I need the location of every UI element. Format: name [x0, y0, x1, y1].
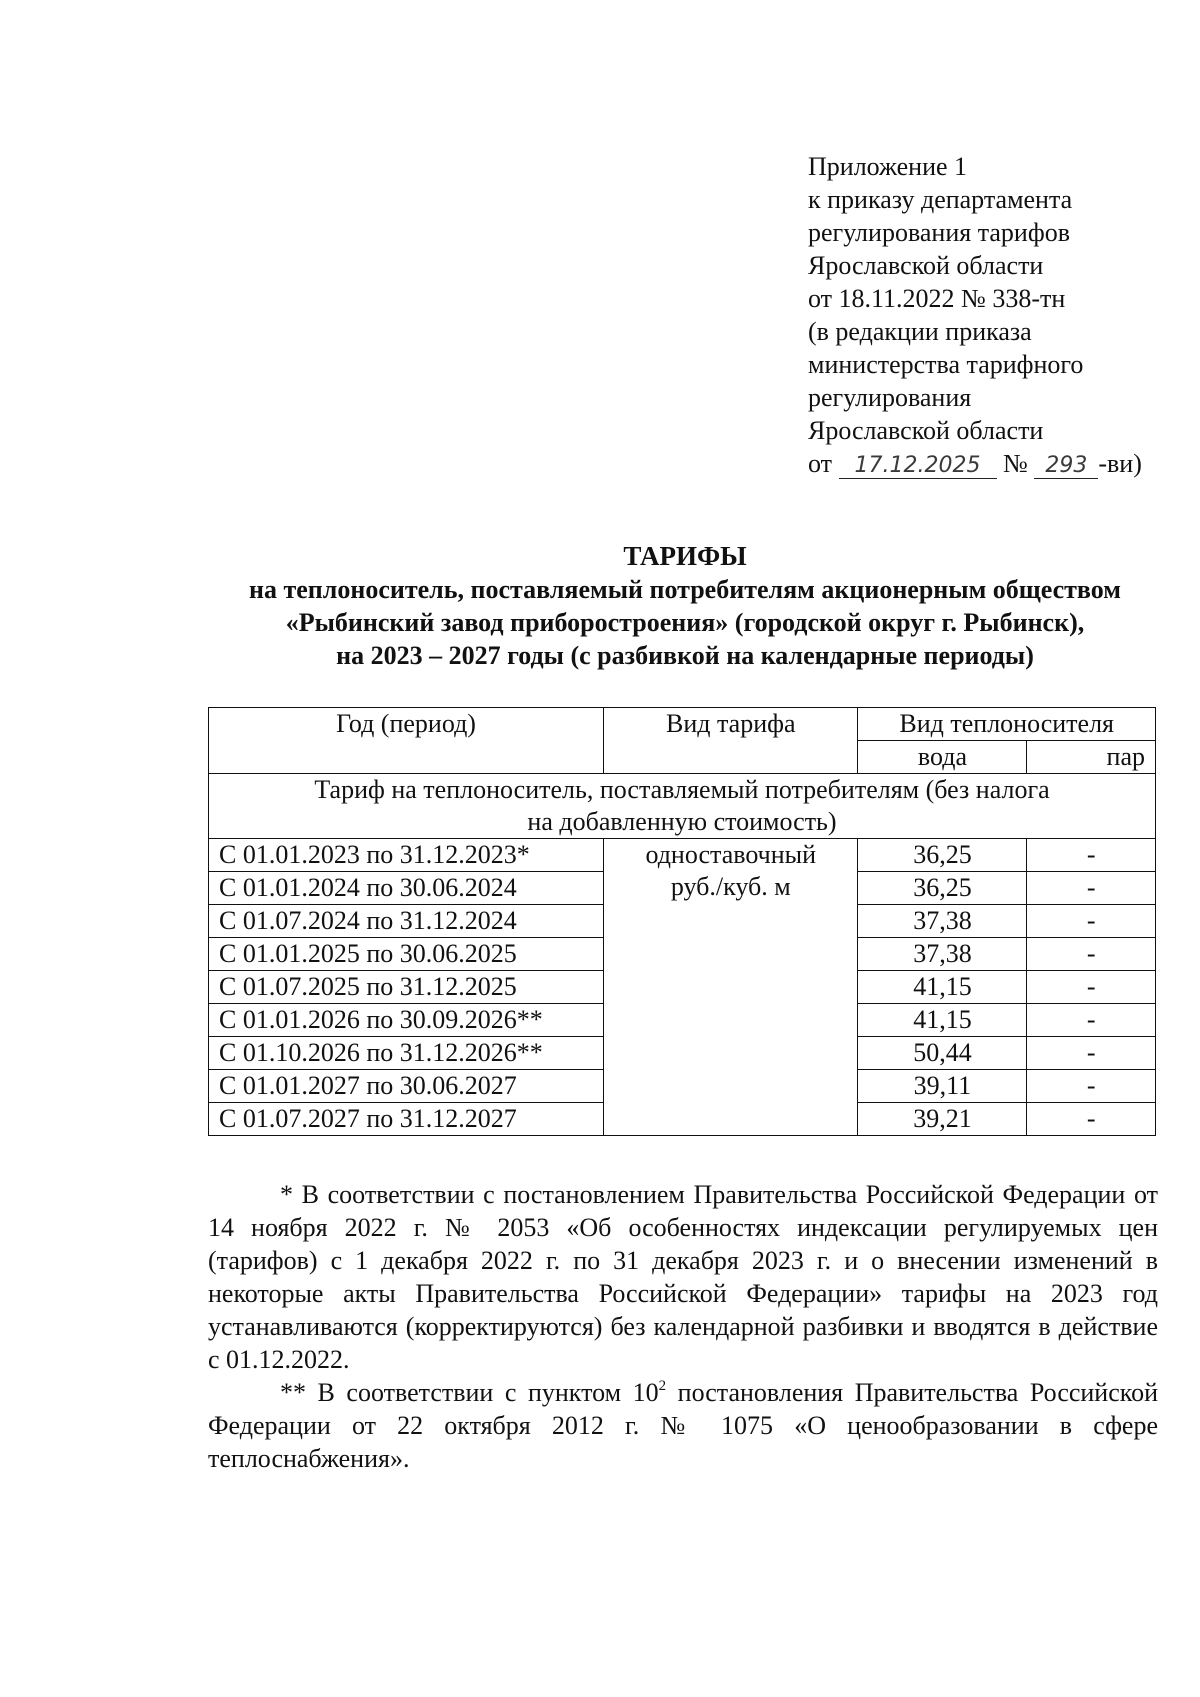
- period-cell: С 01.01.2024 по 30.06.2024: [209, 872, 604, 905]
- steam-value: -: [1027, 872, 1156, 905]
- period-cell: С 01.07.2027 по 31.12.2027: [209, 1103, 604, 1136]
- water-value: 36,25: [858, 872, 1027, 905]
- header-period: Год (период): [209, 708, 604, 774]
- appendix-line: регулирования: [808, 383, 972, 412]
- appendix-line: Ярославской области: [808, 251, 1044, 280]
- steam-value: -: [1027, 1037, 1156, 1070]
- header-tariff-type: Вид тарифа: [604, 708, 858, 774]
- period-cell: С 01.01.2023 по 31.12.2023*: [209, 839, 604, 872]
- period-cell: С 01.10.2026 по 31.12.2026**: [209, 1037, 604, 1070]
- amendment-prefix: от: [808, 449, 833, 478]
- water-value: 37,38: [858, 938, 1027, 971]
- water-value: 41,15: [858, 1004, 1027, 1037]
- footnotes: [208, 1178, 1158, 1475]
- appendix-amendment-line: [808, 447, 1188, 480]
- amendment-suffix: -ви): [1098, 449, 1142, 478]
- water-value: 37,38: [858, 905, 1027, 938]
- steam-value: -: [1027, 839, 1156, 872]
- section-title: [209, 774, 1156, 839]
- steam-value: -: [1027, 905, 1156, 938]
- period-cell: С 01.01.2027 по 30.06.2027: [209, 1070, 604, 1103]
- number-sign: №: [1003, 449, 1028, 478]
- header-steam: пар: [1027, 741, 1156, 774]
- footnote-1: * В соответствии с постановлением Правительства Российской Федерации от 14 ноября 2022 г. № 2053 «Об особенностях индексации регулируемых цен (тарифов) с 1 декабря 2022 г. по 31 декабря 2023 г. и о внесении изменений в некоторые акты Правительства Российской Федерации» тарифы на 2023 год устанавливаются (корректируются) без календарной разбивки и вводятся в действие с 01.12.2022.: [208, 1180, 1158, 1374]
- appendix-line: регулирования тарифов: [808, 218, 1070, 247]
- water-value: 39,11: [858, 1070, 1027, 1103]
- header-carrier: Вид теплоносителя: [858, 708, 1156, 741]
- period-cell: С 01.07.2024 по 31.12.2024: [209, 905, 604, 938]
- water-value: 36,25: [858, 839, 1027, 872]
- title-line: на теплоноситель, поставляемый потребителям акционерным обществом: [249, 575, 1121, 604]
- section-row: [209, 774, 1156, 839]
- steam-value: -: [1027, 1103, 1156, 1136]
- period-cell: С 01.01.2025 по 30.06.2025: [209, 938, 604, 971]
- period-cell: С 01.01.2026 по 30.09.2026**: [209, 1004, 604, 1037]
- footnote-2-superscript: 2: [658, 1378, 667, 1394]
- section-title-line: Тариф на теплоноситель, поставляемый потребителям (без налога: [314, 775, 1050, 804]
- tariff-type-line: одноставочный: [645, 840, 817, 869]
- header-water: вода: [858, 741, 1027, 774]
- table-row: [209, 839, 1156, 872]
- document-title: [150, 540, 1200, 672]
- appendix-line: от 18.11.2022 № 338-тн: [808, 284, 1066, 313]
- appendix-block: [808, 150, 1188, 480]
- footnote-2-start: ** В соответствии с пунктом 10: [280, 1378, 659, 1407]
- header-row: [209, 708, 1156, 741]
- water-value: 39,21: [858, 1103, 1027, 1136]
- steam-value: -: [1027, 1004, 1156, 1037]
- water-value: 50,44: [858, 1037, 1027, 1070]
- appendix-line: Приложение 1: [808, 152, 968, 181]
- appendix-line: к приказу департамента: [808, 185, 1073, 214]
- period-cell: С 01.07.2025 по 31.12.2025: [209, 971, 604, 1004]
- steam-value: -: [1027, 1070, 1156, 1103]
- steam-value: -: [1027, 938, 1156, 971]
- steam-value: -: [1027, 971, 1156, 1004]
- water-value: 41,15: [858, 971, 1027, 1004]
- appendix-line: (в редакции приказа: [808, 317, 1032, 346]
- footnote-2-end: постановления Правительства Российской Федерации от 22 октября 2012 г. № 1075 «О ценообразовании в сфере теплоснабжения».: [208, 1378, 1158, 1473]
- handwritten-number: 293: [1034, 454, 1098, 479]
- title-line: «Рыбинский завод приборостроения» (городской округ г. Рыбинск),: [285, 608, 1085, 637]
- title-line: на 2023 – 2027 годы (с разбивкой на календарные периоды): [336, 641, 1034, 670]
- title-main: ТАРИФЫ: [623, 541, 747, 571]
- footnote-2: [208, 1376, 1158, 1475]
- section-title-line: на добавленную стоимость): [527, 807, 837, 836]
- tariff-table: [208, 707, 1156, 1136]
- tariff-type-cell: [604, 839, 858, 1136]
- appendix-line: Ярославской области: [808, 416, 1044, 445]
- appendix-line: министерства тарифного: [808, 350, 1084, 379]
- tariff-type-line: руб./куб. м: [670, 872, 791, 901]
- handwritten-date: 17.12.2025: [839, 454, 997, 479]
